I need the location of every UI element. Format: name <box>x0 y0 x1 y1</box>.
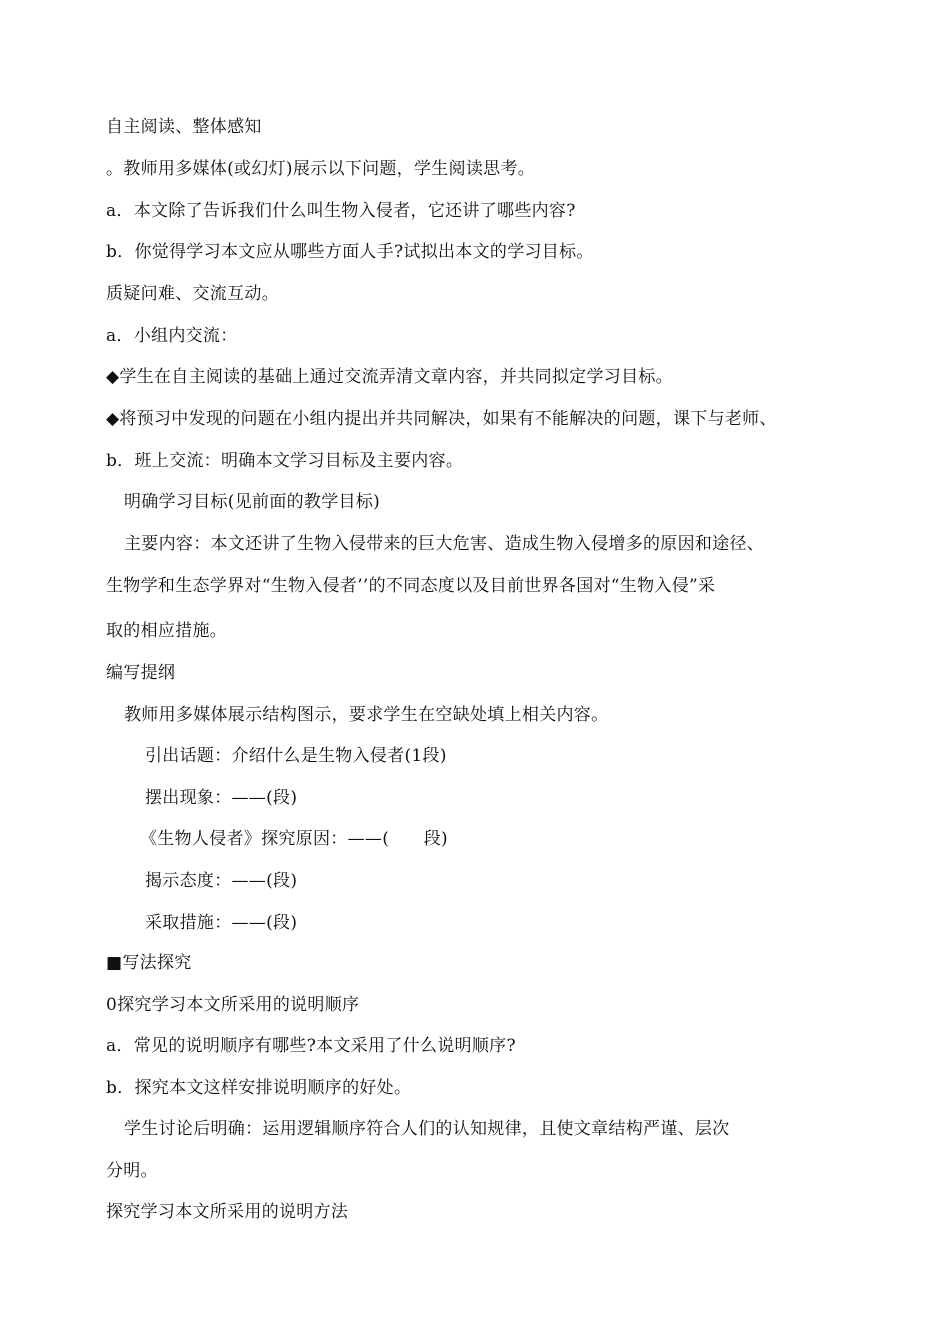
paragraph-line: b．你觉得学习本文应从哪些方面人手?试拟出本文的学习目标。 <box>106 242 594 262</box>
paragraph-line: 教师用多媒体展示结构图示，要求学生在空缺处填上相关内容。 <box>124 705 609 725</box>
outline-item: 《生物人侵者》探究原因：——( 段) <box>140 829 448 849</box>
bullet-line: ◆学生在自主阅读的基础上通过交流弄清文章内容，并共同拟定学习目标。 <box>106 367 673 387</box>
section-heading-outline: 编写提纲 <box>106 663 176 683</box>
outline-item: 揭示态度：——(段) <box>145 871 298 891</box>
outline-item: 摆出现象：——(段) <box>145 788 298 808</box>
paragraph-line: a．小组内交流： <box>106 326 238 346</box>
paragraph-line: 。教师用多媒体(或幻灯)展示以下问题，学生阅读思考。 <box>106 159 536 179</box>
outline-item: 引出话题：介绍什么是生物入侵者(1段) <box>145 746 447 766</box>
paragraph-line: 分明。 <box>106 1161 158 1181</box>
section-heading-writing-method: ■写法探究 <box>106 953 192 973</box>
paragraph-line: a．本文除了告诉我们什么叫生物入侵者，它还讲了哪些内容? <box>106 201 576 221</box>
paragraph-line: 0探究学习本文所采用的说明顺序 <box>106 995 360 1015</box>
paragraph-line: 生物学和生态学界对“生物入侵者’’的不同态度以及目前世界各国对“生物入侵”采 <box>106 576 716 596</box>
bullet-line: ◆将预习中发现的问题在小组内提出并共同解决，如果有不能解决的问题，课下与老师、 <box>106 409 777 429</box>
section-heading-explanation-methods: 探究学习本文所采用的说明方法 <box>106 1202 349 1222</box>
section-heading-self-reading: 自主阅读、整体感知 <box>106 117 262 137</box>
section-heading-discussion: 质疑问难、交流互动。 <box>106 284 279 304</box>
paragraph-line: 取的相应措施。 <box>106 621 228 641</box>
paragraph-line: a．常见的说明顺序有哪些?本文采用了什么说明顺序? <box>106 1036 516 1056</box>
paragraph-line: 学生讨论后明确：运用逻辑顺序符合人们的认知规律，且使文章结构严谨、层次 <box>124 1119 730 1139</box>
paragraph-line: b．探究本文这样安排说明顺序的好处。 <box>106 1078 412 1098</box>
paragraph-line: 明确学习目标(见前面的教学目标) <box>124 492 381 512</box>
paragraph-line: b．班上交流：明确本文学习目标及主要内容。 <box>106 451 464 471</box>
paragraph-line: 主要内容：本文还讲了生物入侵带来的巨大危害、造成生物入侵增多的原因和途径、 <box>124 534 765 554</box>
outline-item: 采取措施：——(段) <box>145 913 298 933</box>
